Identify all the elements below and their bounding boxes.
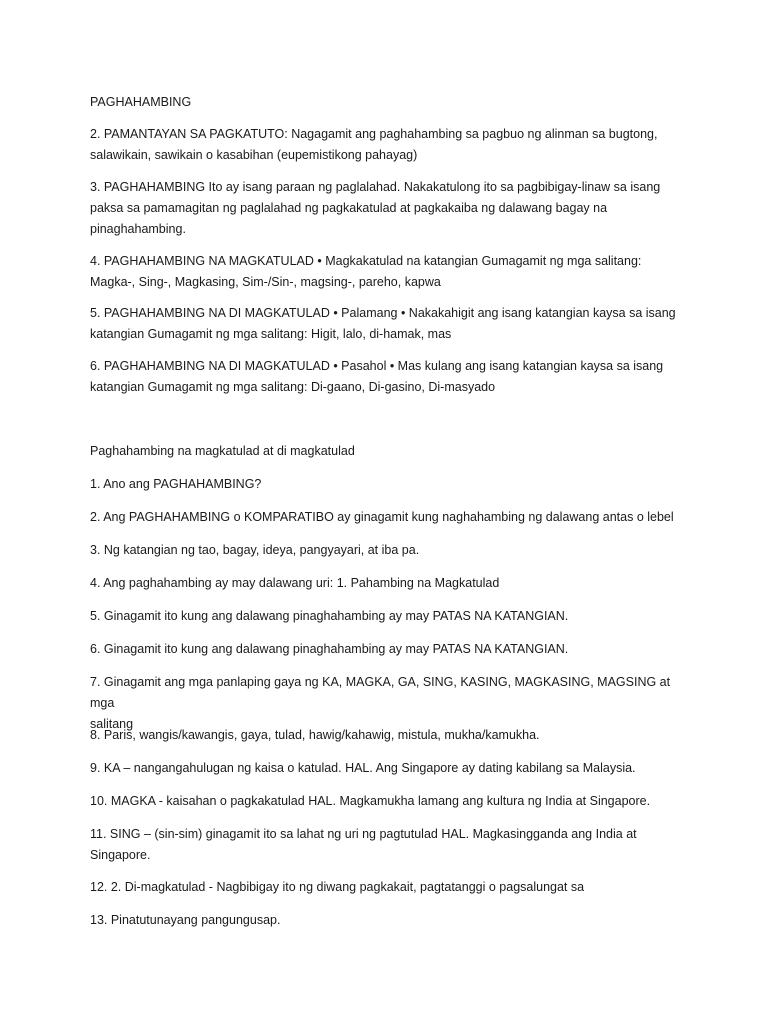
paragraph-3: 3. PAGHAHAMBING Ito ay isang paraan ng paglalahad. Nakakatulong ito sa pagbibigay-linaw sa isang paksa sa pamamagitan ng paglalahad ng pagkakatulad at pagkakaiba ng dalawang bagay na pinaghahambing.: [90, 180, 661, 236]
list-item-3: 3. Ng katangian ng tao, bagay, ideya, pangyayari, at iba pa.: [90, 543, 420, 557]
list-item-8: 8. Paris, wangis/kawangis, gaya, tulad, hawig/kahawig, mistula, mukha/kamukha.: [90, 728, 540, 742]
list-item-7: 7. Ginagamit ang mga panlaping gaya ng KA, MAGKA, GA, SING, KASING, MAGKASING, MAGSING at mga salitang: [90, 675, 671, 731]
list-item-5: 5. Ginagamit ito kung ang dalawang pinaghahambing ay may PATAS NA KATANGIAN.: [90, 609, 569, 623]
document-heading: PAGHAHAMBING: [90, 95, 192, 109]
list-item-2: 2. Ang PAGHAHAMBING o KOMPARATIBO ay ginagamit kung naghahambing ng dalawang antas o lebel: [90, 510, 674, 524]
list-item-13: 13. Pinatutunayang pangungusap.: [90, 913, 281, 927]
list-item-9: 9. KA – nangangahulugan ng kaisa o katulad. HAL. Ang Singapore ay dating kabilang sa Malaysia.: [90, 761, 636, 775]
paragraph-2: 2. PAMANTAYAN SA PAGKATUTO: Nagagamit ang paghahambing sa pagbuo ng alinman sa bugtong, salawikain, sawikain o kasabihan (eupemistikong pahayag): [90, 127, 658, 162]
list-item-4: 4. Ang paghahambing ay may dalawang uri: 1. Pahambing na Magkatulad: [90, 576, 500, 590]
list-item-6: 6. Ginagamit ito kung ang dalawang pinaghahambing ay may PATAS NA KATANGIAN.: [90, 642, 569, 656]
paragraph-5: 5. PAGHAHAMBING NA DI MAGKATULAD • Palamang • Nakakahigit ang isang katangian kaysa sa isang katangian Gumagamit ng mga salitang: Higit, lalo, di-hamak, mas: [90, 306, 676, 341]
list-item-10: 10. MAGKA - kaisahan o pagkakatulad HAL. Magkamukha lamang ang kultura ng India at Singapore.: [90, 794, 651, 808]
document-subheading: Paghahambing na magkatulad at di magkatulad: [90, 444, 355, 458]
list-item-1: 1. Ano ang PAGHAHAMBING?: [90, 477, 262, 491]
paragraph-4: 4. PAGHAHAMBING NA MAGKATULAD • Magkakatulad na katangian Gumagamit ng mga salitang: Magka-, Sing-, Magkasing, Sim-/Sin-, magsing-, pareho, kapwa: [90, 254, 642, 289]
paragraph-6: 6. PAGHAHAMBING NA DI MAGKATULAD • Pasahol • Mas kulang ang isang katangian kaysa sa isang katangian Gumagamit ng mga salitang: Di-gaano, Di-gasino, Di-masyado: [90, 359, 664, 394]
list-item-11: 11. SING – (sin-sim) ginagamit ito sa lahat ng uri ng pagtutulad HAL. Magkasingganda ang India at Singapore.: [90, 827, 637, 862]
list-item-12: 12. 2. Di-magkatulad - Nagbibigay ito ng diwang pagkakait, pagtatanggi o pagsalungat sa: [90, 880, 585, 894]
